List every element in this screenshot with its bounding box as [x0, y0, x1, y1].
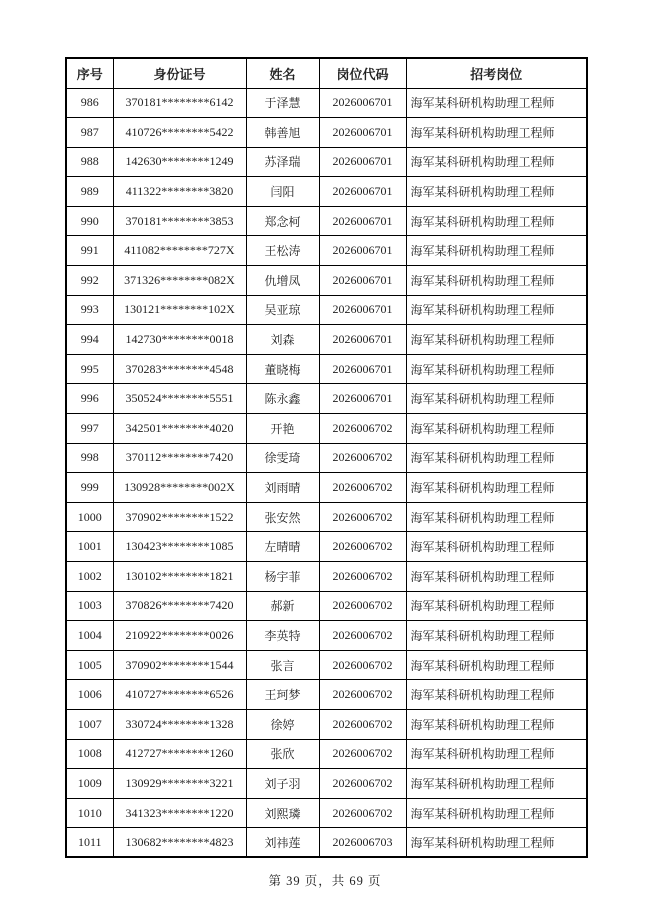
cell-position-title: 海军某科研机构助理工程师 [406, 709, 587, 739]
table-row [66, 295, 587, 325]
cell-position-code: 2026006702 [319, 680, 406, 710]
cell-name: 韩善旭 [246, 118, 319, 148]
table-row [66, 680, 587, 710]
cell-serial: 993 [66, 295, 113, 325]
cell-position-code: 2026006701 [319, 236, 406, 266]
candidate-roster-table [65, 57, 588, 858]
cell-id-number: 411322********3820 [113, 177, 246, 207]
table-row [66, 473, 587, 503]
cell-position-code: 2026006701 [319, 206, 406, 236]
table-row [66, 414, 587, 444]
cell-name: 开艳 [246, 414, 319, 444]
page-number-footer: 第 39 页，共 69 页 [268, 874, 382, 888]
cell-position-title: 海军某科研机构助理工程师 [406, 532, 587, 562]
table-header-row [66, 58, 587, 88]
cell-position-title: 海军某科研机构助理工程师 [406, 206, 587, 236]
cell-name: 吴亚琼 [246, 295, 319, 325]
cell-serial: 988 [66, 147, 113, 177]
cell-name: 刘森 [246, 325, 319, 355]
cell-id-number: 142630********1249 [113, 147, 246, 177]
cell-serial: 987 [66, 118, 113, 148]
cell-id-number: 410727********6526 [113, 680, 246, 710]
cell-serial: 1003 [66, 591, 113, 621]
cell-serial: 997 [66, 414, 113, 444]
cell-position-code: 2026006702 [319, 562, 406, 592]
cell-position-title: 海军某科研机构助理工程师 [406, 739, 587, 769]
cell-position-code: 2026006702 [319, 473, 406, 503]
table-header [66, 58, 587, 88]
table-row [66, 502, 587, 532]
cell-name: 张安然 [246, 502, 319, 532]
cell-position-code: 2026006701 [319, 325, 406, 355]
table-row [66, 828, 587, 858]
cell-position-code: 2026006703 [319, 828, 406, 858]
table-row [66, 621, 587, 651]
table-row [66, 147, 587, 177]
cell-position-title: 海军某科研机构助理工程师 [406, 118, 587, 148]
cell-serial: 1002 [66, 562, 113, 592]
cell-id-number: 370826********7420 [113, 591, 246, 621]
cell-name: 苏泽瑞 [246, 147, 319, 177]
cell-name: 刘雨晴 [246, 473, 319, 503]
table-row [66, 266, 587, 296]
column-header-3: 岗位代码 [319, 58, 406, 88]
cell-position-title: 海军某科研机构助理工程师 [406, 562, 587, 592]
cell-position-code: 2026006702 [319, 739, 406, 769]
cell-name: 董晓梅 [246, 354, 319, 384]
cell-position-title: 海军某科研机构助理工程师 [406, 680, 587, 710]
cell-serial: 991 [66, 236, 113, 266]
cell-id-number: 370902********1522 [113, 502, 246, 532]
cell-name: 刘祎莲 [246, 828, 319, 858]
table-row [66, 88, 587, 118]
column-header-0: 序号 [66, 58, 113, 88]
table-body [66, 88, 587, 857]
cell-id-number: 142730********0018 [113, 325, 246, 355]
cell-serial: 1004 [66, 621, 113, 651]
cell-position-code: 2026006702 [319, 798, 406, 828]
table-row [66, 118, 587, 148]
cell-id-number: 411082********727X [113, 236, 246, 266]
table-row [66, 532, 587, 562]
cell-position-title: 海军某科研机构助理工程师 [406, 798, 587, 828]
cell-name: 陈永鑫 [246, 384, 319, 414]
cell-name: 王松涛 [246, 236, 319, 266]
cell-serial: 1007 [66, 709, 113, 739]
cell-id-number: 412727********1260 [113, 739, 246, 769]
cell-serial: 1005 [66, 650, 113, 680]
cell-serial: 994 [66, 325, 113, 355]
cell-serial: 989 [66, 177, 113, 207]
cell-id-number: 370902********1544 [113, 650, 246, 680]
cell-position-title: 海军某科研机构助理工程师 [406, 443, 587, 473]
cell-position-title: 海军某科研机构助理工程师 [406, 354, 587, 384]
cell-id-number: 370112********7420 [113, 443, 246, 473]
cell-id-number: 130682********4823 [113, 828, 246, 858]
cell-id-number: 330724********1328 [113, 709, 246, 739]
cell-position-code: 2026006702 [319, 591, 406, 621]
cell-position-title: 海军某科研机构助理工程师 [406, 828, 587, 858]
cell-position-title: 海军某科研机构助理工程师 [406, 769, 587, 799]
table-row [66, 739, 587, 769]
table-row [66, 384, 587, 414]
table-row [66, 325, 587, 355]
cell-position-code: 2026006701 [319, 177, 406, 207]
cell-position-code: 2026006702 [319, 414, 406, 444]
cell-position-code: 2026006702 [319, 532, 406, 562]
cell-position-code: 2026006702 [319, 621, 406, 651]
cell-position-title: 海军某科研机构助理工程师 [406, 236, 587, 266]
cell-serial: 992 [66, 266, 113, 296]
cell-name: 张言 [246, 650, 319, 680]
table-row [66, 177, 587, 207]
cell-position-code: 2026006701 [319, 266, 406, 296]
cell-name: 左晴晴 [246, 532, 319, 562]
cell-name: 李英特 [246, 621, 319, 651]
cell-id-number: 410726********5422 [113, 118, 246, 148]
cell-name: 张欣 [246, 739, 319, 769]
cell-position-code: 2026006701 [319, 384, 406, 414]
table-row [66, 650, 587, 680]
cell-position-code: 2026006702 [319, 709, 406, 739]
cell-position-code: 2026006702 [319, 443, 406, 473]
table-row [66, 443, 587, 473]
cell-position-code: 2026006702 [319, 650, 406, 680]
cell-name: 郝新 [246, 591, 319, 621]
cell-position-title: 海军某科研机构助理工程师 [406, 414, 587, 444]
cell-serial: 995 [66, 354, 113, 384]
cell-name: 刘子羽 [246, 769, 319, 799]
cell-id-number: 130102********1821 [113, 562, 246, 592]
cell-position-title: 海军某科研机构助理工程师 [406, 621, 587, 651]
cell-serial: 1010 [66, 798, 113, 828]
cell-position-title: 海军某科研机构助理工程师 [406, 325, 587, 355]
cell-position-title: 海军某科研机构助理工程师 [406, 266, 587, 296]
cell-id-number: 370181********3853 [113, 206, 246, 236]
cell-serial: 986 [66, 88, 113, 118]
cell-serial: 998 [66, 443, 113, 473]
cell-position-title: 海军某科研机构助理工程师 [406, 473, 587, 503]
cell-name: 杨宇菲 [246, 562, 319, 592]
cell-id-number: 342501********4020 [113, 414, 246, 444]
cell-name: 仇增凤 [246, 266, 319, 296]
cell-serial: 1000 [66, 502, 113, 532]
cell-position-title: 海军某科研机构助理工程师 [406, 384, 587, 414]
cell-name: 于泽慧 [246, 88, 319, 118]
cell-id-number: 130929********3221 [113, 769, 246, 799]
cell-serial: 1011 [66, 828, 113, 858]
cell-id-number: 341323********1220 [113, 798, 246, 828]
cell-serial: 1009 [66, 769, 113, 799]
cell-position-title: 海军某科研机构助理工程师 [406, 88, 587, 118]
column-header-2: 姓名 [246, 58, 319, 88]
cell-serial: 1006 [66, 680, 113, 710]
cell-position-title: 海军某科研机构助理工程师 [406, 502, 587, 532]
cell-position-code: 2026006701 [319, 354, 406, 384]
cell-name: 郑念柯 [246, 206, 319, 236]
table-row [66, 354, 587, 384]
cell-name: 徐婷 [246, 709, 319, 739]
cell-position-title: 海军某科研机构助理工程师 [406, 177, 587, 207]
cell-id-number: 350524********5551 [113, 384, 246, 414]
cell-serial: 996 [66, 384, 113, 414]
cell-position-code: 2026006701 [319, 118, 406, 148]
table-row [66, 709, 587, 739]
cell-id-number: 130121********102X [113, 295, 246, 325]
cell-name: 闫阳 [246, 177, 319, 207]
table-row [66, 769, 587, 799]
cell-position-title: 海军某科研机构助理工程师 [406, 591, 587, 621]
cell-serial: 990 [66, 206, 113, 236]
cell-position-code: 2026006701 [319, 295, 406, 325]
column-header-4: 招考岗位 [406, 58, 587, 88]
cell-id-number: 370283********4548 [113, 354, 246, 384]
cell-id-number: 210922********0026 [113, 621, 246, 651]
cell-serial: 1001 [66, 532, 113, 562]
table-row [66, 591, 587, 621]
table-row [66, 798, 587, 828]
cell-id-number: 371326********082X [113, 266, 246, 296]
cell-name: 王珂梦 [246, 680, 319, 710]
cell-name: 徐雯琦 [246, 443, 319, 473]
cell-position-code: 2026006702 [319, 769, 406, 799]
cell-id-number: 130928********002X [113, 473, 246, 503]
cell-position-code: 2026006701 [319, 88, 406, 118]
cell-position-code: 2026006702 [319, 502, 406, 532]
cell-position-title: 海军某科研机构助理工程师 [406, 650, 587, 680]
cell-id-number: 130423********1085 [113, 532, 246, 562]
table-row [66, 562, 587, 592]
cell-name: 刘熙璘 [246, 798, 319, 828]
cell-position-title: 海军某科研机构助理工程师 [406, 147, 587, 177]
cell-id-number: 370181********6142 [113, 88, 246, 118]
column-header-1: 身份证号 [113, 58, 246, 88]
table-row [66, 236, 587, 266]
cell-serial: 999 [66, 473, 113, 503]
table-row [66, 206, 587, 236]
cell-position-code: 2026006701 [319, 147, 406, 177]
cell-serial: 1008 [66, 739, 113, 769]
cell-position-title: 海军某科研机构助理工程师 [406, 295, 587, 325]
